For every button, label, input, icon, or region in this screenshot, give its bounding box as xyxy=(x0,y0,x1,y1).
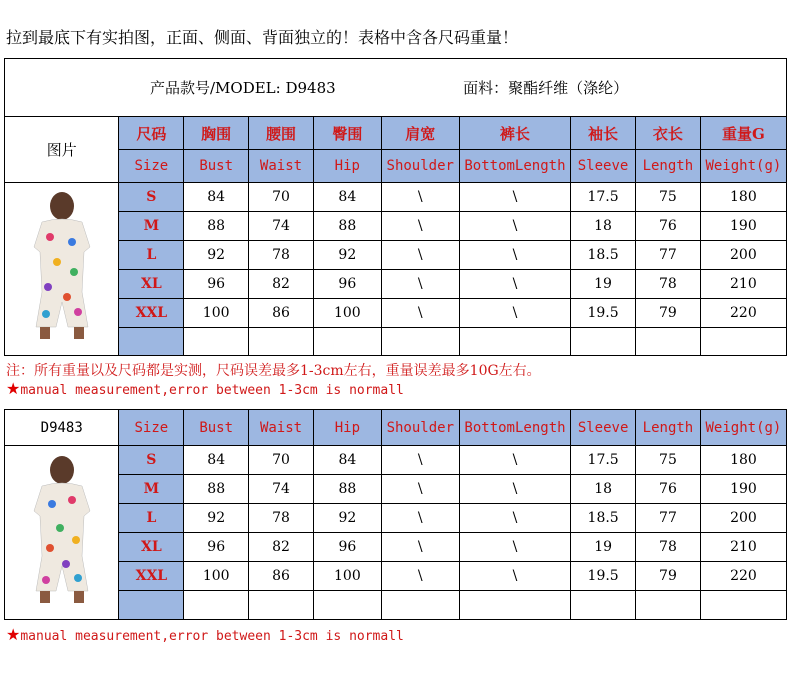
cn-header-waist: 腰围 xyxy=(249,117,314,150)
en-header-bottom: BottomLength xyxy=(459,150,570,183)
cell: 18 xyxy=(571,475,636,504)
cell: \ xyxy=(381,299,459,328)
cell: \ xyxy=(381,446,459,475)
cell: \ xyxy=(459,504,570,533)
cell: 84 xyxy=(313,446,381,475)
cn-header-shoulder: 肩宽 xyxy=(381,117,459,150)
empty-cell xyxy=(459,591,570,620)
cell: 96 xyxy=(184,270,249,299)
empty-cell xyxy=(571,591,636,620)
size-table-primary xyxy=(4,58,787,356)
header-row xyxy=(5,59,787,117)
empty-cell xyxy=(636,591,701,620)
cell: 96 xyxy=(313,270,381,299)
en-header-length: Length xyxy=(636,410,701,446)
cell: \ xyxy=(381,562,459,591)
empty-cell xyxy=(184,328,249,356)
cell: \ xyxy=(459,475,570,504)
empty-size-cell xyxy=(119,591,184,620)
cn-header-length: 衣长 xyxy=(635,117,700,150)
en-header-shoulder: Shoulder xyxy=(381,150,459,183)
cell: 82 xyxy=(249,533,314,562)
cell: 92 xyxy=(313,241,381,270)
cell: 19 xyxy=(571,533,636,562)
cell: 220 xyxy=(700,299,786,328)
star-icon: ★ xyxy=(6,379,21,398)
size-l: L xyxy=(119,241,184,270)
cell: 96 xyxy=(313,533,381,562)
empty-cell xyxy=(313,328,381,356)
cell: 200 xyxy=(700,504,786,533)
cell: 19 xyxy=(571,270,636,299)
cell: \ xyxy=(381,241,459,270)
en-header-sleeve: Sleeve xyxy=(571,410,636,446)
cell: 19.5 xyxy=(571,299,636,328)
empty-cell xyxy=(571,328,636,356)
empty-cell xyxy=(459,328,570,356)
size-s: S xyxy=(119,446,184,475)
cell: 86 xyxy=(249,562,314,591)
en-header-size: Size xyxy=(119,150,184,183)
fabric-label: 面料：聚酯纤维（涤纶） xyxy=(463,79,629,97)
en-header-weight: Weight(g) xyxy=(700,150,786,183)
size-xxl: XXL xyxy=(119,299,184,328)
empty-cell xyxy=(381,591,459,620)
product-photo-cell xyxy=(5,446,119,620)
model-label: 产品款号/MODEL: D9483 xyxy=(150,79,336,97)
cell: 180 xyxy=(700,183,786,212)
en-header-hip: Hip xyxy=(313,150,381,183)
cell: 190 xyxy=(700,212,786,241)
note-en-text: manual measurement,error between 1-3cm is normall xyxy=(20,629,404,644)
cell: 18.5 xyxy=(571,241,636,270)
cell: 78 xyxy=(636,533,701,562)
cn-header-bottom: 裤长 xyxy=(459,117,570,150)
en-header-length: Length xyxy=(635,150,700,183)
empty-cell xyxy=(249,591,314,620)
cell: 75 xyxy=(636,446,701,475)
cell: \ xyxy=(459,183,570,212)
cell: 92 xyxy=(184,241,249,270)
empty-cell xyxy=(184,591,249,620)
en-header-waist: Waist xyxy=(249,150,314,183)
en-header-shoulder: Shoulder xyxy=(381,410,459,446)
cell: 180 xyxy=(700,446,786,475)
cell: 75 xyxy=(635,183,700,212)
cell: \ xyxy=(381,183,459,212)
cell: 84 xyxy=(184,183,249,212)
cell: 19.5 xyxy=(571,562,636,591)
cell: \ xyxy=(459,562,570,591)
cell: 100 xyxy=(313,562,381,591)
image-label: 图片 xyxy=(5,117,119,183)
note-en-1 xyxy=(6,381,404,399)
size-m: M xyxy=(119,212,184,241)
cell: 79 xyxy=(635,299,700,328)
cell: 84 xyxy=(184,446,249,475)
cell: \ xyxy=(459,533,570,562)
cell: 78 xyxy=(635,270,700,299)
cell: 92 xyxy=(184,504,249,533)
cell: 88 xyxy=(184,212,249,241)
size-s: S xyxy=(119,183,184,212)
product-photo xyxy=(12,456,112,606)
size-table-secondary xyxy=(4,409,787,620)
note-en-2 xyxy=(6,627,404,645)
model-id: D9483 xyxy=(5,410,119,446)
star-icon: ★ xyxy=(6,625,21,644)
cell: 86 xyxy=(249,299,314,328)
empty-cell xyxy=(381,328,459,356)
cell: 74 xyxy=(249,475,314,504)
cell: \ xyxy=(459,241,570,270)
cell: 88 xyxy=(313,212,381,241)
cell: 100 xyxy=(184,562,249,591)
cell: 77 xyxy=(635,241,700,270)
cell: \ xyxy=(381,212,459,241)
cell: 82 xyxy=(249,270,314,299)
product-photo-cell xyxy=(5,183,119,356)
cell: 17.5 xyxy=(571,183,636,212)
cell: 210 xyxy=(700,270,786,299)
note-cn: 注：所有重量以及尺码都是实测，尺码误差最多1-3cm左右，重量误差最多10G左右。 xyxy=(6,363,541,379)
cell: 100 xyxy=(313,299,381,328)
product-photo xyxy=(12,192,112,342)
cell: 78 xyxy=(249,241,314,270)
size-xl: XL xyxy=(119,533,184,562)
en-header-bust: Bust xyxy=(184,150,249,183)
cell: 84 xyxy=(313,183,381,212)
cell: 78 xyxy=(249,504,314,533)
en-header-size: Size xyxy=(119,410,184,446)
cell: 220 xyxy=(700,562,786,591)
en-header-bust: Bust xyxy=(184,410,249,446)
cell: 18.5 xyxy=(571,504,636,533)
cn-header-hip: 臀围 xyxy=(313,117,381,150)
cell: 70 xyxy=(249,183,314,212)
cell: 210 xyxy=(700,533,786,562)
cn-header-weight: 重量G xyxy=(700,117,786,150)
empty-cell xyxy=(249,328,314,356)
en-header-bottom: BottomLength xyxy=(459,410,570,446)
cell: 76 xyxy=(635,212,700,241)
size-m: M xyxy=(119,475,184,504)
cell: 100 xyxy=(184,299,249,328)
intro-text: 拉到最底下有实拍图，正面、侧面、背面独立的！表格中含各尺码重量！ xyxy=(6,28,519,47)
size-xl: XL xyxy=(119,270,184,299)
en-header-hip: Hip xyxy=(313,410,381,446)
en-header-sleeve: Sleeve xyxy=(571,150,636,183)
cn-header-size: 尺码 xyxy=(119,117,184,150)
cell: 88 xyxy=(184,475,249,504)
empty-cell xyxy=(313,591,381,620)
cell: 17.5 xyxy=(571,446,636,475)
size-xxl: XXL xyxy=(119,562,184,591)
cell: \ xyxy=(459,212,570,241)
empty-cell xyxy=(700,328,786,356)
cell: 77 xyxy=(636,504,701,533)
cell: 18 xyxy=(571,212,636,241)
empty-cell xyxy=(635,328,700,356)
cell: \ xyxy=(459,446,570,475)
note-en-text: manual measurement,error between 1-3cm is normall xyxy=(20,383,404,398)
en-header-waist: Waist xyxy=(249,410,314,446)
empty-size-cell xyxy=(119,328,184,356)
cell: 76 xyxy=(636,475,701,504)
cell: \ xyxy=(381,504,459,533)
cell: 74 xyxy=(249,212,314,241)
cell: 79 xyxy=(636,562,701,591)
cell: 190 xyxy=(700,475,786,504)
cn-header-sleeve: 袖长 xyxy=(571,117,636,150)
cell: 200 xyxy=(700,241,786,270)
cell: \ xyxy=(459,270,570,299)
cell: 88 xyxy=(313,475,381,504)
cell: 92 xyxy=(313,504,381,533)
cell: \ xyxy=(381,270,459,299)
cell: \ xyxy=(381,533,459,562)
cell: \ xyxy=(459,299,570,328)
en-header-weight: Weight(g) xyxy=(700,410,786,446)
empty-cell xyxy=(700,591,786,620)
cn-header-bust: 胸围 xyxy=(184,117,249,150)
size-l: L xyxy=(119,504,184,533)
cell: 96 xyxy=(184,533,249,562)
cell: \ xyxy=(381,475,459,504)
cell: 70 xyxy=(249,446,314,475)
